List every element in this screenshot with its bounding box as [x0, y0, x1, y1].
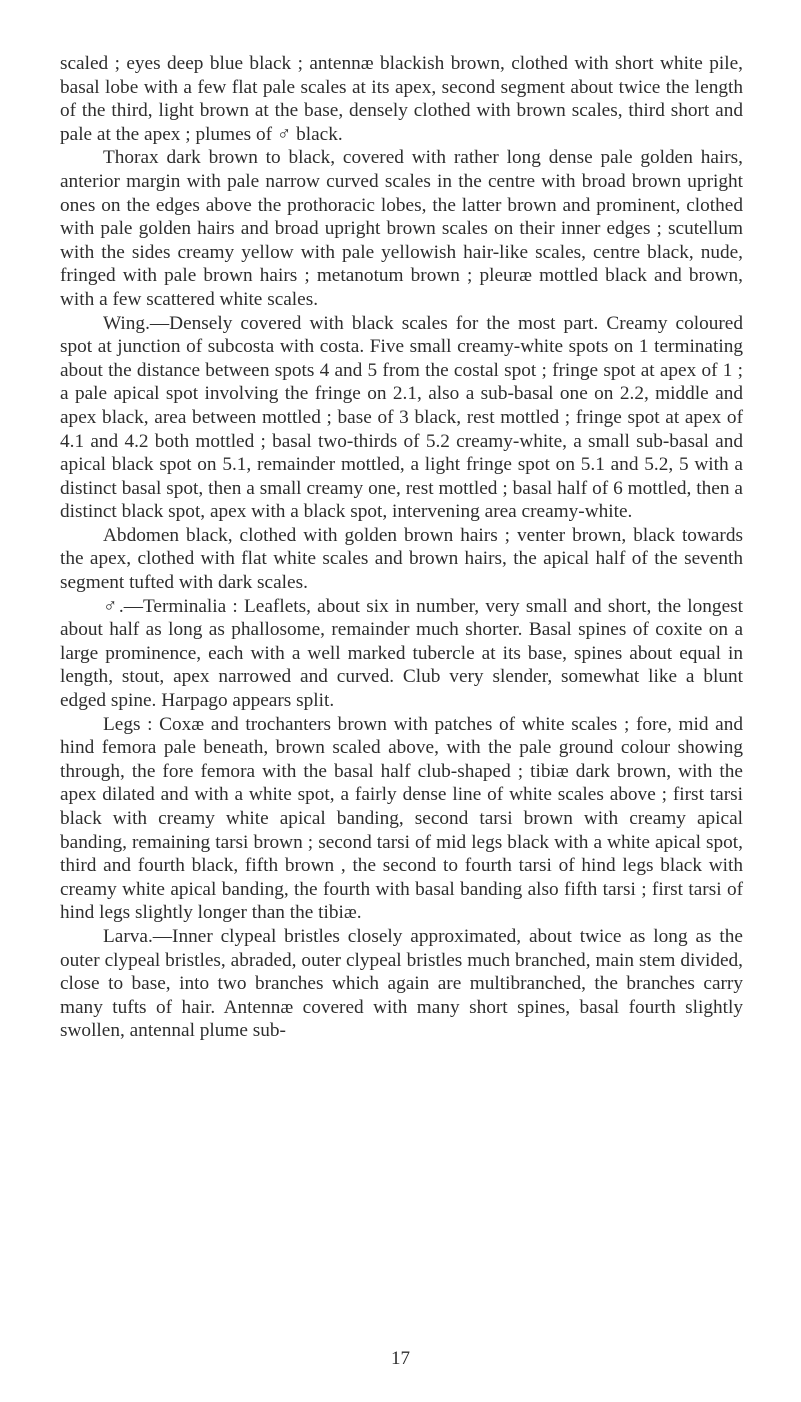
- paragraph-head-description: scaled ; eyes deep blue black ; antennæ blackish brown, clothed with short white pile, basal lobe with a few flat pale scales at its apex, second segment about twice the length of the third, light brown at the base, densely clothed with brown scales, third short and pale at the apex ; plumes of ♂ black.: [60, 53, 743, 145]
- paragraph-thorax: Thorax dark brown to black, covered with rather long dense pale golden hairs, anterior margin with pale narrow curved scales in the centre with broad brown upright ones on the edges above the prothoracic lobes, the latter brown and prominent, clothed with pale golden hairs and broad upright brown scales on their inner edges ; scutellum with the sides creamy yellow with pale yellowish hair-like scales, centre black, nude, fringed with pale brown hairs ; metanotum brown ; pleuræ mottled black and brown, with a few scattered white scales.: [60, 147, 743, 310]
- paragraph-legs: Legs : Coxæ and trochanters brown with patches of white scales ; fore, mid and hind femora pale beneath, brown scaled above, with the pale ground colour showing through, the fore femora with the basal half club-shaped ; tibiæ dark brown, with the apex dilated and with a white spot, a fairly dense line of white scales above ; first tarsi black with creamy white apical banding, second tarsi brown with creamy apical banding, remaining tarsi brown ; second tarsi of mid legs black with a white apical spot, third and fourth black, fifth brown , the second to fourth tarsi of hind legs black with creamy white apical banding, the fourth with basal banding also fifth tarsi ; first tarsi of hind legs slightly longer than the tibiæ.: [60, 713, 743, 924]
- paragraph-male-terminalia: ♂.—Terminalia : Leaflets, about six in number, very small and short, the longest about half as long as phallosome, remainder much shorter. Basal spines of coxite on a large prominence, each with a well marked tubercle at its base, spines about equal in length, stout, apex narrowed and curved. Club very slender, somewhat like a blunt edged spine. Harpago appears split.: [60, 595, 743, 712]
- paragraph-larva: Larva.—Inner clypeal bristles closely approximated, about twice as long as the outer clypeal bristles, abraded, outer clypeal bristles much branched, main stem divided, close to base, into two branches which again are multibranched, the branches carry many tufts of hair. Antennæ covered with many short spines, basal fourth slightly swollen, antennal plume sub-: [60, 925, 743, 1042]
- paragraph-wing: Wing.—Densely covered with black scales for the most part. Creamy coloured spot at junction of subcosta with costa. Five small creamy-white spots on 1 terminating about the distance between spots 4 and 5 from the costal spot ; fringe spot at apex of 1 ; a pale apical spot involving the fringe on 2.1, also a sub-basal one on 2.2, middle and apex black, area between mottled ; base of 3 black, rest mottled ; fringe spot at apex of 4.1 and 4.2 both mottled ; basal two-thirds of 5.2 creamy-white, a small sub-basal and apical black spot on 5.1, remainder mottled, a light fringe spot on 5.1 and 5.2, 5 with a distinct basal spot, then a small creamy one, rest mottled ; basal half of 6 mottled, then a distinct black spot, apex with a black spot, intervening area creamy-white.: [60, 312, 743, 523]
- document-page: [60, 52, 743, 1043]
- paragraph-abdomen: Abdomen black, clothed with golden brown hairs ; venter brown, black towards the apex, clothed with flat white scales and brown hairs, the apical half of the seventh segment tufted with dark scales.: [60, 524, 743, 594]
- page-number: 17: [391, 1348, 410, 1369]
